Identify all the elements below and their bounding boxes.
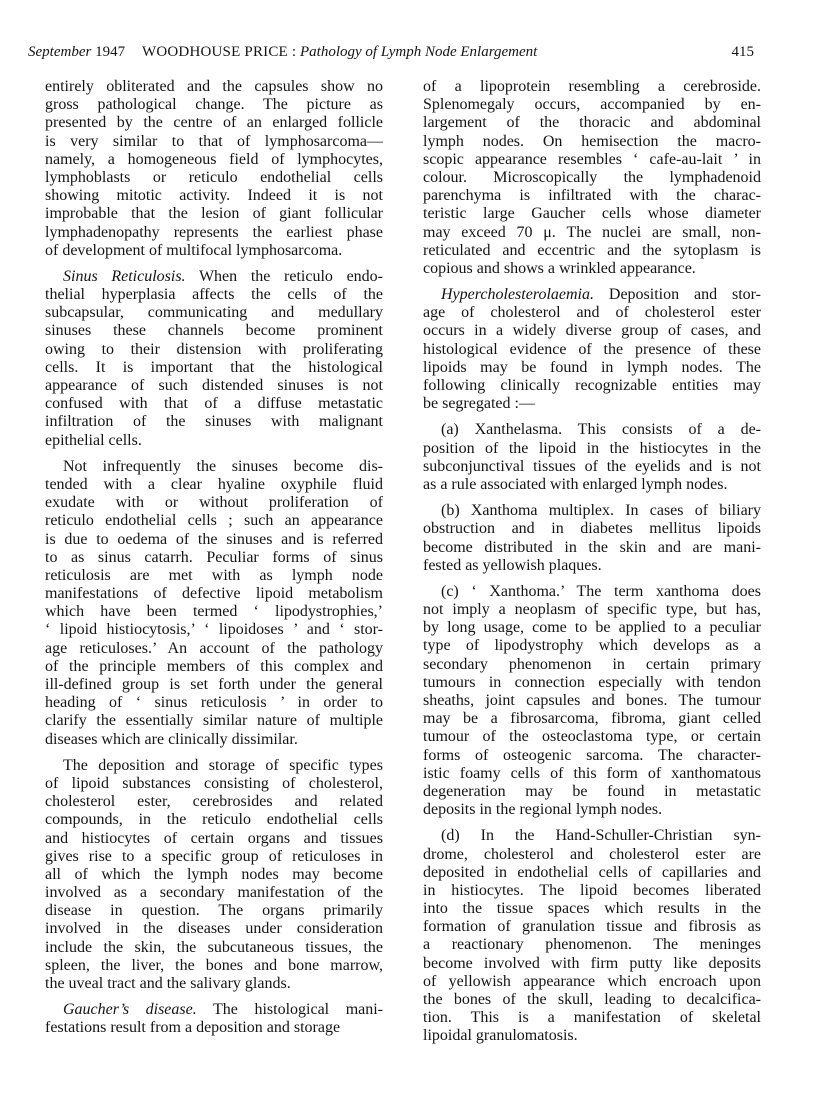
- text-line: sinuses these channels become prominent: [45, 322, 383, 340]
- text-line: parenchyma is infiltrated with the charac-: [423, 187, 761, 205]
- text-line: of a lipoprotein resembling a cerebroside.: [423, 78, 761, 95]
- header-month: September: [28, 44, 92, 60]
- text-line: owing to their distension with proliferating: [45, 340, 383, 358]
- paragraph: [45, 1001, 383, 1037]
- text-line: to as sinus catarrh. Peculiar forms of sinus: [45, 548, 383, 566]
- text-line: Hypercholesterolaemia. Deposition and stor-: [441, 286, 761, 304]
- text-line: colour. Microscopically the lymphadenoid: [423, 168, 761, 186]
- text-line: fested as yellowish plaques.: [423, 556, 602, 574]
- text-line: Not infrequently the sinuses become dis-: [63, 457, 383, 475]
- text-line: forms of osteogenic sarcoma. The character-: [423, 746, 761, 764]
- text-line: presented by the centre of an enlarged follicle: [45, 114, 383, 132]
- header-running-title: [142, 44, 537, 61]
- text-line: reticulo endothelial cells ; such an appearance: [45, 512, 383, 530]
- text-line: degeneration may be found in metastatic: [423, 782, 761, 800]
- text-line: position of the lipoid in the histiocytes in the: [423, 439, 761, 457]
- text-line: deposited in endothelial cells of capillaries and: [423, 863, 761, 881]
- text-line: sheaths, joint capsules and bones. The tumour: [423, 692, 761, 709]
- header-article-title: Pathology of Lymph Node Enlargement: [300, 44, 538, 60]
- text-line: secondary phenomenon in certain primary: [423, 655, 761, 673]
- paragraph: [423, 78, 761, 278]
- right-column: [423, 78, 761, 1054]
- text-line: compounds, in the reticulo endothelial cells: [45, 811, 383, 829]
- text-line: manifestations of defective lipoid metabolism: [45, 585, 383, 603]
- text-line: drome, cholesterol and cholesterol ester are: [423, 845, 761, 863]
- text-line: which have been termed ‘ lipodystrophies,’: [45, 603, 383, 621]
- text-line: deposits in the regional lymph nodes.: [423, 801, 663, 819]
- text-line: involved in the diseases under consideration: [45, 920, 383, 938]
- text-line: a reactionary phenomenon. The meninges: [423, 936, 761, 954]
- text-line: lymphoblasts or reticulo endothelial cells: [45, 168, 383, 186]
- text-line: of development of multifocal lymphosarcoma.: [45, 241, 343, 259]
- text-line: namely, a homogeneous field of lymphocytes,: [45, 150, 383, 168]
- paragraph: [45, 268, 383, 450]
- paragraph: [45, 78, 383, 260]
- section-heading: Gaucher’s disease.: [63, 1001, 197, 1019]
- text-line: festations result from a deposition and storage: [45, 1019, 341, 1037]
- paragraph: [45, 458, 383, 749]
- text-line: not imply a neoplasm of specific type, but has,: [423, 601, 761, 619]
- text-line: the bones of the skull, leading to decalcifica-: [423, 991, 761, 1008]
- left-column: [45, 78, 383, 1046]
- text-line: subcapsular, communicating and medullary: [45, 304, 383, 322]
- text-line: tended with a clear hyaline oxyphile fluid: [45, 475, 383, 493]
- text-line: largement of the thoracic and abdominal: [423, 114, 761, 132]
- text-line: all of which the lymph nodes may become: [45, 865, 383, 883]
- text-line: histological evidence of the presence of these: [423, 340, 761, 358]
- text-line: may be a fibrosarcoma, fibroma, giant celled: [423, 710, 761, 728]
- paragraph: [423, 421, 761, 494]
- text-line: of lipoid substances consisting of cholesterol,: [45, 774, 383, 792]
- paragraph: [423, 502, 761, 575]
- text-line: reticulosis are met with as lymph node: [45, 566, 383, 584]
- text-line: istic foamy cells of this form of xanthomatous: [423, 764, 761, 782]
- text-line: of yellowish appearance which encroach upon: [423, 972, 761, 990]
- text-line: formation of granulation tissue and fibrosis as: [423, 918, 761, 936]
- text-line: epithelial cells.: [45, 431, 142, 449]
- text-line: showing mitotic activity. Indeed it is not: [45, 187, 383, 205]
- text-line: lipoids may be found in lymph nodes. The: [423, 358, 761, 376]
- text-line: is very similar to that of lymphosarcoma—: [45, 132, 383, 150]
- text-line: confused with that of a diffuse metastatic: [45, 395, 383, 413]
- text-line: in histiocytes. The lipoid becomes liberated: [423, 881, 761, 899]
- text-line: teristic large Gaucher cells whose diameter: [423, 205, 761, 223]
- text-line: scopic appearance resembles ‘ cafe-au-lait ’ in: [423, 150, 761, 168]
- text-line: cells. It is important that the histological: [45, 358, 383, 376]
- text-line: copious and shows a wrinkled appearance.: [423, 259, 696, 277]
- text-line: become distributed in the skin and are mani-: [423, 538, 761, 556]
- text-line: exudate with or without proliferation of: [45, 494, 383, 512]
- text-line: heading of ‘ sinus reticulosis ’ in order to: [45, 694, 383, 712]
- text-line: entirely obliterated and the capsules show no: [45, 78, 383, 95]
- text-line: as a rule associated with enlarged lymph nodes.: [423, 475, 728, 493]
- text-line: lipoidal granulomatosis.: [423, 1027, 578, 1045]
- text-line: type of lipodystrophy which develops as a: [423, 637, 761, 655]
- text-line: become involved with firm putty like deposits: [423, 954, 761, 972]
- text-line: ‘ lipoid histiocytosis,’ ‘ lipoidoses ’ and ‘ stor-: [45, 621, 383, 639]
- text-line: subconjunctival tissues of the eyelids and is not: [423, 457, 761, 475]
- text-line: obstruction and in diabetes mellitus lipoids: [423, 520, 761, 538]
- text-line: The deposition and storage of specific types: [63, 756, 383, 774]
- page-number: 415: [731, 44, 754, 60]
- text-line: (b) Xanthoma multiplex. In cases of biliary: [441, 502, 761, 520]
- text-line: lymph nodes. On hemisection the macro-: [423, 132, 761, 150]
- text-line: diseases which are clinically dissimilar.: [45, 730, 298, 748]
- text-line: cholesterol ester, cerebrosides and related: [45, 793, 383, 811]
- text-line: is due to oedema of the sinuses and is referred: [45, 530, 383, 548]
- text-line: clarify the essentially similar nature of multiple: [45, 712, 383, 730]
- text-line: may exceed 70 μ. The nuclei are small, non-: [423, 223, 761, 241]
- text-line: tion. This is a manifestation of skeletal: [423, 1009, 761, 1027]
- section-heading: Sinus Reticulosis.: [63, 267, 186, 285]
- text-line: of the principle members of this complex and: [45, 657, 383, 675]
- paragraph: [423, 583, 761, 819]
- text-line: improbable that the lesion of giant follicular: [45, 205, 383, 223]
- text-line: by long usage, come to be applied to a peculiar: [423, 619, 761, 637]
- text-line: age reticuloses.’ An account of the pathology: [45, 639, 383, 657]
- text-line: (c) ‘ Xanthoma.’ The term xanthoma does: [441, 582, 761, 600]
- text-line: be segregated :—: [423, 395, 535, 413]
- paragraph: [45, 757, 383, 993]
- running-header: [28, 44, 768, 66]
- text-line: the uveal tract and the salivary glands.: [45, 975, 291, 992]
- text-line: age of cholesterol and of cholesterol ester: [423, 304, 761, 322]
- paragraph: [423, 827, 761, 1045]
- text-line: spleen, the liver, the bones and bone marrow,: [45, 956, 383, 974]
- text-line: tumours in connection especially with tendon: [423, 673, 761, 691]
- text-line: thelial hyperplasia affects the cells of the: [45, 286, 383, 304]
- paragraph: [423, 286, 761, 413]
- text-line: involved as a secondary manifestation of the: [45, 884, 383, 902]
- text-line: Gaucher’s disease. The histological mani-: [63, 1001, 384, 1019]
- text-line: include the skin, the subcutaneous tissues, the: [45, 938, 383, 956]
- header-author: WOODHOUSE PRICE :: [142, 44, 297, 60]
- text-line: following clinically recognizable entities may: [423, 377, 761, 394]
- text-line: (a) Xanthelasma. This consists of a de-: [441, 421, 761, 439]
- header-date: [28, 44, 125, 61]
- text-line: Sinus Reticulosis. When the reticulo endo-: [63, 267, 383, 285]
- text-line: lymphadenopathy represents the earliest phase: [45, 223, 383, 241]
- text-line: occurs in a widely diverse group of cases, and: [423, 322, 761, 340]
- text-line: and histiocytes of certain organs and tissues: [45, 829, 383, 847]
- text-line: tumour of the osteoclastoma type, or certain: [423, 728, 761, 746]
- text-line: infiltration of the sinuses with malignant: [45, 413, 383, 431]
- header-year: 1947: [95, 44, 126, 60]
- text-line: appearance of such distended sinuses is not: [45, 377, 383, 394]
- text-line: reticulated and eccentric and the sytoplasm is: [423, 241, 761, 259]
- text-line: ill-defined group is set forth under the general: [45, 676, 383, 693]
- text-line: (d) In the Hand-Schuller-Christian syn-: [441, 827, 761, 845]
- text-line: disease in question. The organs primarily: [45, 902, 383, 920]
- text-line: Splenomegaly occurs, accompanied by en-: [423, 96, 761, 114]
- text-line: gives rise to a specific group of reticuloses in: [45, 847, 383, 865]
- text-line: into the tissue spaces which results in the: [423, 900, 761, 918]
- text-line: gross pathological change. The picture as: [45, 96, 383, 114]
- section-heading: Hypercholesterolaemia.: [441, 286, 594, 304]
